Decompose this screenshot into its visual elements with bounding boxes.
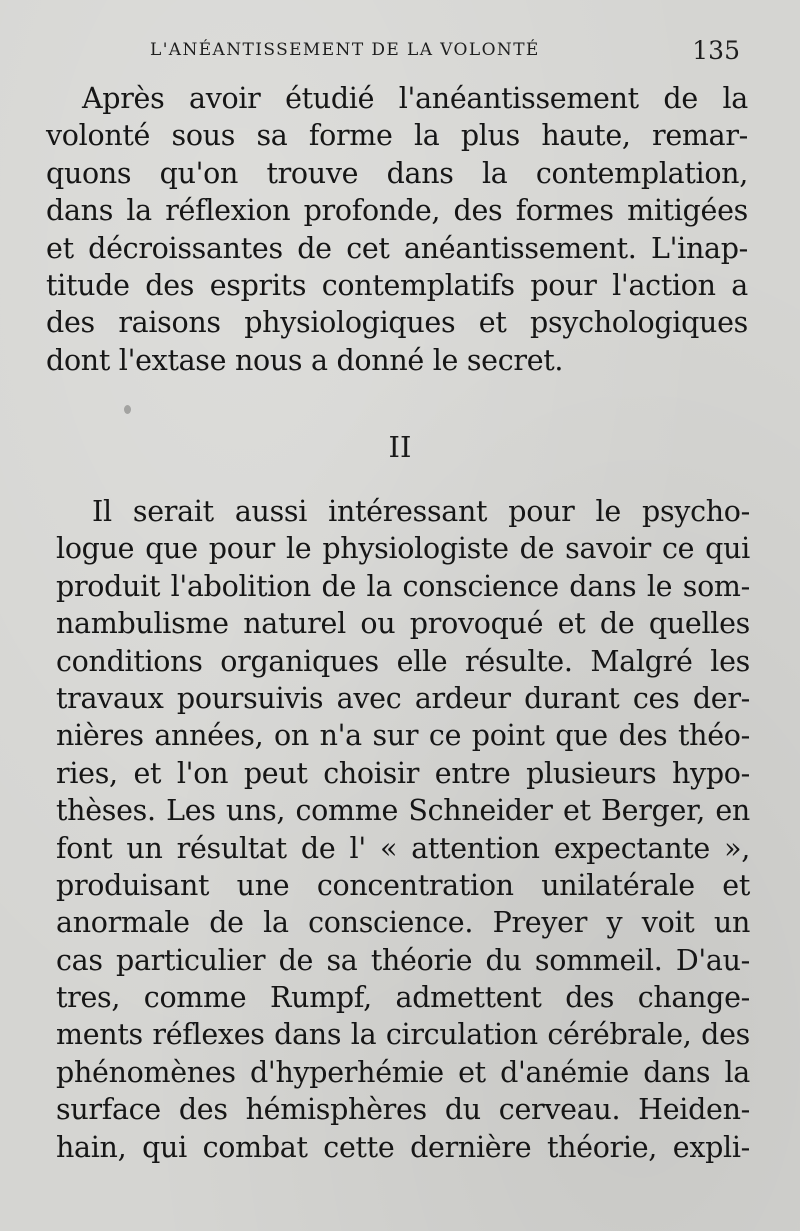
text-line: anormale de la conscience. Preyer y voit un: [56, 906, 750, 940]
text-line: thèses. Les uns, comme Schneider et Berger, en: [56, 794, 750, 828]
ink-smudge: [124, 405, 131, 414]
running-head: [150, 36, 740, 66]
text-line: Après avoir étudié l'anéantissement de la: [82, 82, 748, 115]
text-line: et décroissantes de cet anéantissement. L'inap-: [46, 231, 748, 265]
text-line: phénomènes d'hyperhémie et d'anémie dans la: [56, 1055, 750, 1089]
text-line: hain, qui combat cette dernière théorie, expli-: [56, 1130, 750, 1164]
text-line: dont l'extase nous a donné le secret.: [46, 343, 564, 377]
text-line: volonté sous sa forme la plus haute, remar-: [46, 119, 748, 153]
text-line: nières années, on n'a sur ce point que des théo-: [56, 719, 750, 753]
text-line: ments réflexes dans la circulation cérébrale, des: [56, 1018, 750, 1052]
text-line: conditions organiques elle résulte. Malgré les: [56, 644, 750, 678]
text-line: Il serait aussi intéressant pour le psycho-: [92, 495, 750, 528]
paragraph-1: [46, 80, 748, 379]
text-line: produisant une concentration unilatérale et: [56, 868, 750, 902]
text-line: font un résultat de l' « attention expectante »,: [56, 831, 750, 865]
text-line: des raisons physiologiques et psychologiques: [46, 306, 748, 340]
text-line: logue que pour le physiologiste de savoir ce qui: [56, 532, 750, 566]
text-line: titude des esprits contemplatifs pour l'action a: [46, 268, 748, 302]
running-head-title: L'ANÉANTISSEMENT DE LA VOLONTÉ: [150, 40, 540, 60]
paragraph-2: [56, 493, 750, 1166]
text-line: cas particulier de sa théorie du sommeil. D'au-: [56, 943, 750, 977]
text-line: dans la réflexion profonde, des formes mitigées: [46, 194, 748, 228]
text-line: travaux poursuivis avec ardeur durant ces der-: [56, 681, 750, 715]
text-line: produit l'abolition de la conscience dans le som-: [56, 569, 750, 603]
text-line: quons qu'on trouve dans la contemplation,: [46, 156, 748, 190]
text-line: tres, comme Rumpf, admettent des change-: [56, 981, 750, 1015]
text-line: nambulisme naturel ou provoqué et de quelles: [56, 607, 750, 641]
text-line: surface des hémisphères du cerveau. Heiden-: [56, 1093, 750, 1127]
page-number: 135: [692, 36, 740, 65]
section-heading: II: [388, 430, 412, 464]
text-line: ries, et l'on peut choisir entre plusieurs hypo-: [56, 756, 750, 790]
